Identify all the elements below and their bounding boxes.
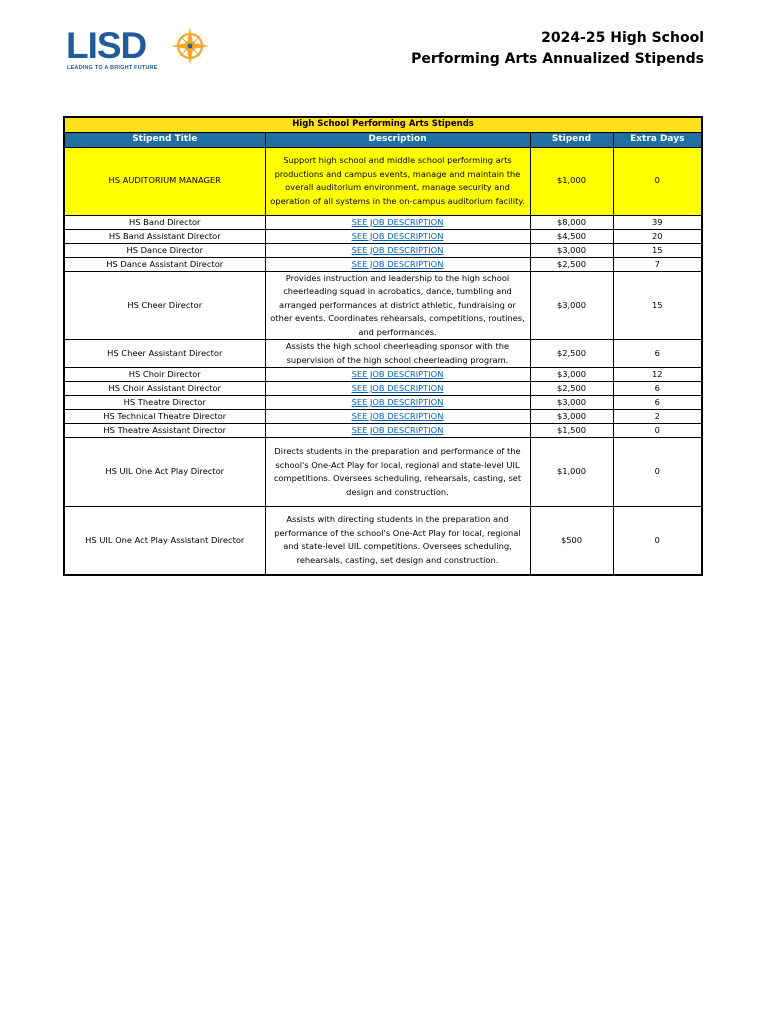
cell-description: Provides instruction and leadership to the high school cheerleading squad in acrobatics, dance, tumbling and arranged performances at district athletic, fundraising or other events. Coordinates rehearsals, competitions, routines, and performances.: [265, 271, 530, 340]
cell-title: HS Band Assistant Director: [64, 229, 265, 243]
cell-extra-days: 0: [613, 147, 702, 215]
table-banner: High School Performing Arts Stipends: [64, 117, 702, 132]
cell-extra-days: 2: [613, 410, 702, 424]
job-description-link[interactable]: SEE JOB DESCRIPTION: [265, 215, 530, 229]
cell-stipend: $3,000: [530, 271, 613, 340]
cell-extra-days: 20: [613, 229, 702, 243]
cell-stipend: $2,500: [530, 340, 613, 368]
cell-extra-days: 0: [613, 424, 702, 438]
cell-stipend: $8,000: [530, 215, 613, 229]
table-row: [64, 507, 702, 575]
cell-title: HS UIL One Act Play Director: [64, 438, 265, 507]
cell-stipend: $4,500: [530, 229, 613, 243]
title-line-2: Performing Arts Annualized Stipends: [411, 51, 704, 67]
job-description-link[interactable]: SEE JOB DESCRIPTION: [265, 257, 530, 271]
compass-star-icon: [170, 26, 210, 66]
table-row: [64, 438, 702, 507]
table-row: [64, 243, 702, 257]
job-description-link[interactable]: SEE JOB DESCRIPTION: [265, 368, 530, 382]
cell-extra-days: 15: [613, 243, 702, 257]
cell-stipend: $3,000: [530, 410, 613, 424]
table-banner-row: [64, 117, 702, 132]
cell-stipend: $1,000: [530, 438, 613, 507]
table-row: [64, 147, 702, 215]
table-row: [64, 271, 702, 340]
cell-title: HS AUDITORIUM MANAGER: [64, 147, 265, 215]
table-row: [64, 382, 702, 396]
stipends-table-container: [63, 116, 701, 576]
job-description-link[interactable]: SEE JOB DESCRIPTION: [265, 410, 530, 424]
table-row: [64, 340, 702, 368]
job-description-link[interactable]: SEE JOB DESCRIPTION: [265, 424, 530, 438]
table-row: [64, 410, 702, 424]
cell-title: HS Band Director: [64, 215, 265, 229]
cell-stipend: $1,500: [530, 424, 613, 438]
header-extra-days: Extra Days: [613, 132, 702, 147]
cell-stipend: $2,500: [530, 382, 613, 396]
cell-stipend: $3,000: [530, 396, 613, 410]
cell-title: HS Theatre Director: [64, 396, 265, 410]
cell-extra-days: 39: [613, 215, 702, 229]
cell-extra-days: 0: [613, 507, 702, 575]
cell-extra-days: 7: [613, 257, 702, 271]
table-row: [64, 257, 702, 271]
table-row: [64, 215, 702, 229]
job-description-link[interactable]: SEE JOB DESCRIPTION: [265, 243, 530, 257]
cell-extra-days: 0: [613, 438, 702, 507]
cell-title: HS Cheer Director: [64, 271, 265, 340]
logo-wordmark: LISD: [66, 25, 147, 66]
cell-description: Assists with directing students in the preparation and performance of the school's One-Act Play for local, regional and state-level UIL competitions. Oversees scheduling, rehearsals, casting, set design and construction.: [265, 507, 530, 575]
table-row: [64, 368, 702, 382]
cell-description: Support high school and middle school performing arts productions and campus events, manage and maintain the overall auditorium environment, manage security and operation of all systems in the on-campus auditorium facility.: [265, 147, 530, 215]
header-stipend: Stipend: [530, 132, 613, 147]
cell-description: Directs students in the preparation and performance of the school's One-Act Play for local, regional and state-level UIL competitions. Oversees scheduling, rehearsals, casting, set design and construction.: [265, 438, 530, 507]
table-row: [64, 424, 702, 438]
cell-title: HS Theatre Assistant Director: [64, 424, 265, 438]
cell-title: HS Dance Director: [64, 243, 265, 257]
cell-extra-days: 6: [613, 396, 702, 410]
header-stipend-title: Stipend Title: [64, 132, 265, 147]
title-line-1: 2024-25 High School: [541, 30, 704, 46]
cell-title: HS Choir Director: [64, 368, 265, 382]
cell-stipend: $1,000: [530, 147, 613, 215]
cell-title: HS Technical Theatre Director: [64, 410, 265, 424]
cell-title: HS Cheer Assistant Director: [64, 340, 265, 368]
cell-stipend: $3,000: [530, 368, 613, 382]
header-description: Description: [265, 132, 530, 147]
table-row: [64, 229, 702, 243]
logo-tagline: LEADING TO A BRIGHT FUTURE: [67, 65, 158, 71]
job-description-link[interactable]: SEE JOB DESCRIPTION: [265, 396, 530, 410]
table-row: [64, 396, 702, 410]
cell-extra-days: 6: [613, 340, 702, 368]
cell-stipend: $2,500: [530, 257, 613, 271]
cell-description: Assists the high school cheerleading sponsor with the supervision of the high school cheerleading program.: [265, 340, 530, 368]
table-header-row: [64, 132, 702, 147]
stipends-table: [63, 116, 703, 576]
lisd-logo: [66, 26, 206, 74]
cell-extra-days: 6: [613, 382, 702, 396]
job-description-link[interactable]: SEE JOB DESCRIPTION: [265, 229, 530, 243]
cell-stipend: $500: [530, 507, 613, 575]
cell-title: HS Choir Assistant Director: [64, 382, 265, 396]
job-description-link[interactable]: SEE JOB DESCRIPTION: [265, 382, 530, 396]
document-title: [411, 28, 704, 70]
cell-title: HS UIL One Act Play Assistant Director: [64, 507, 265, 575]
cell-extra-days: 15: [613, 271, 702, 340]
cell-stipend: $3,000: [530, 243, 613, 257]
cell-extra-days: 12: [613, 368, 702, 382]
cell-title: HS Dance Assistant Director: [64, 257, 265, 271]
